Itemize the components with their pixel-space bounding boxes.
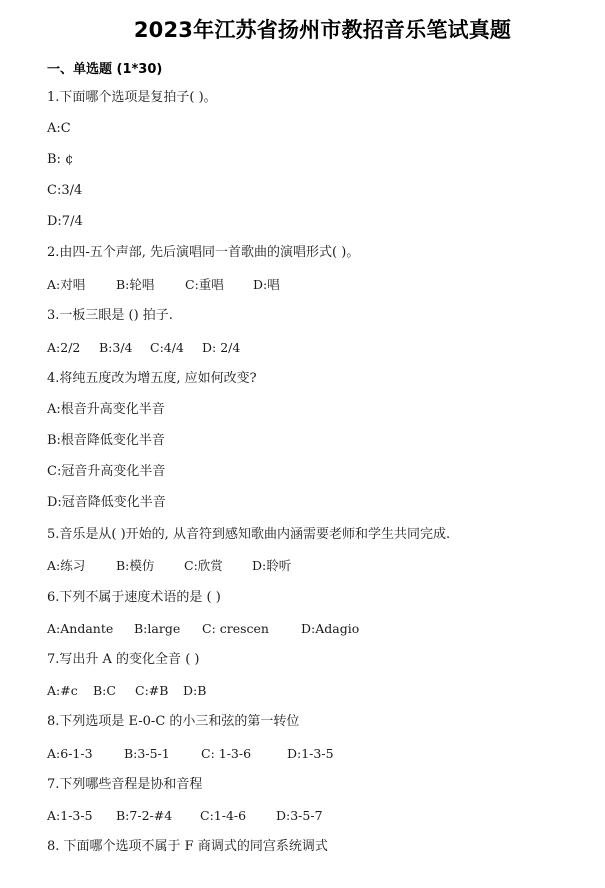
option-b: B:large [134,621,181,636]
option-a: A:1-3-5 [47,808,93,823]
option-a: A:#c [47,683,78,698]
question-1-option-b: B: ¢ [47,152,74,167]
option-c: C:欣赏 [184,558,223,573]
question-3-options [47,340,240,356]
option-a: A:6-1-3 [47,746,93,761]
option-c: C:1-4-6 [200,808,247,823]
option-b: B:轮唱 [116,277,155,292]
question-4-option-b: B:根音降低变化半音 [47,433,165,448]
option-a: A:对唱 [47,277,86,292]
option-c: C:重唱 [185,277,224,292]
option-b: B:3/4 [99,340,133,355]
option-c: C:4/4 [150,340,184,355]
question-7-options [47,683,206,699]
option-d: D:3-5-7 [276,808,323,823]
question-3-stem: 3.一板三眼是 () 拍子. [47,308,173,323]
question-7-stem: 7.写出升 A 的变化全音 ( ) [47,652,200,667]
option-b: B:模仿 [116,558,155,573]
option-b: B:C [93,683,116,698]
option-b: B:3-5-1 [124,746,170,761]
option-d: D:1-3-5 [287,746,334,761]
question-1-option-d: D:7/4 [47,214,83,229]
question-5-stem: 5.音乐是从( )开始的, 从音符到感知歌曲内涵需要老师和学生共同完成. [47,527,451,542]
option-d: D:聆听 [252,558,292,573]
option-d: D: 2/4 [202,340,241,355]
question-9-stem: 7.下列哪些音程是协和音程 [47,777,203,792]
option-d: D:B [183,683,207,698]
option-a: A:练习 [47,558,86,573]
question-4-stem: 4.将纯五度改为增五度, 应如何改变? [47,371,257,386]
question-4-option-d: D:冠音降低变化半音 [47,495,166,510]
question-2-stem: 2.由四-五个声部, 先后演唱同一首歌曲的演唱形式( )。 [47,245,360,260]
question-4-option-c: C:冠音升高变化半音 [47,464,166,479]
option-d: D:Adagio [301,621,360,636]
option-b: B:7-2-#4 [116,808,173,823]
option-d: D:唱 [253,277,280,292]
question-1-stem: 1.下面哪个选项是复拍子( )。 [47,90,217,105]
question-6-stem: 6.下列不属于速度术语的是 ( ) [47,590,221,605]
option-a: A:Andante [47,621,114,636]
question-10-stem: 8. 下面哪个选项不属于 F 商调式的同宫系统调式 [47,839,328,854]
option-c: C: crescen [202,621,269,636]
page-title: 2023年江苏省扬州市教招音乐笔试真题 [133,18,512,42]
option-c: C:#B [135,683,169,698]
question-6-options [47,621,359,637]
option-a: A:2/2 [47,340,81,355]
section-heading: 一、单选题 (1*30) [47,62,163,77]
question-1-option-a: A:C [47,121,71,136]
question-8-options [47,746,334,762]
option-c: C: 1-3-6 [201,746,252,761]
question-9-options [47,808,323,824]
question-4-option-a: A:根音升高变化半音 [47,402,165,417]
question-2-options [47,277,280,293]
question-1-option-c: C:3/4 [47,183,83,198]
question-5-options [47,558,291,574]
question-8-stem: 8.下列选项是 E-0-C 的小三和弦的第一转位 [47,714,300,729]
